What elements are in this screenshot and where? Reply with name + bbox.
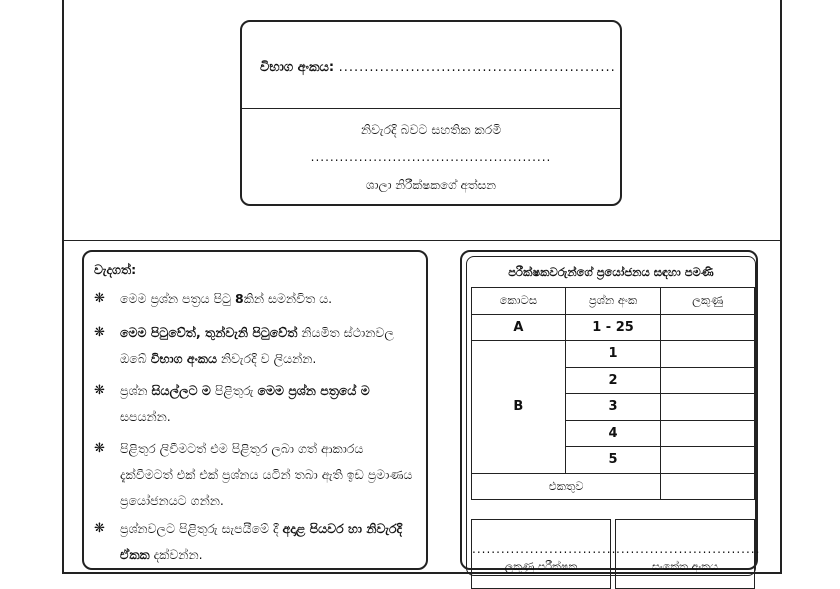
marks-cell[interactable] <box>661 394 755 421</box>
table-row <box>472 314 755 341</box>
notice-item <box>94 436 414 514</box>
bullet-star-icon: ❋ <box>94 441 105 456</box>
examiner-signature-label: ලකුණු පරීක්ෂක <box>504 560 578 573</box>
bullet-star-icon: ❋ <box>94 325 105 340</box>
total-label: එකතුව <box>472 473 661 500</box>
notice-item <box>94 320 414 372</box>
box-divider <box>242 108 620 109</box>
part-a-label: A <box>472 314 566 341</box>
notice-item <box>94 286 414 312</box>
total-row <box>472 473 755 500</box>
marks-cell[interactable] <box>661 420 755 447</box>
part-b-label: B <box>472 341 566 474</box>
section-divider <box>62 240 782 241</box>
notice-item-text: ප්‍රශ්නවලට පිළිතුරු සැපයීමේ දී අදාළ පියවර හා නිවැරදි ඒකක දක්වන්න. <box>120 521 403 562</box>
marks-inner-frame <box>466 256 761 576</box>
marks-cell[interactable] <box>661 367 755 394</box>
header-marks: ලකුණු <box>661 288 755 315</box>
examiner-signature-field[interactable]: .............................. <box>472 542 617 556</box>
question-number: 5 <box>565 447 661 474</box>
bullet-star-icon: ❋ <box>94 521 105 536</box>
code-number-box <box>615 519 761 589</box>
question-number: 1 <box>565 341 661 368</box>
header-part: කොටස <box>472 288 566 315</box>
exam-number-box <box>240 20 622 206</box>
bullet-star-icon: ❋ <box>94 291 105 306</box>
marks-table-title: පරීක්ෂකවරුන්ගේ ප්‍රයෝජනය සඳහා පමණි <box>508 265 714 279</box>
notice-item-text: මෙම පිටුවේත්, තුන්වැනි පිටුවේත් නියමිත ස්ථානවල ඔබේ විභාග අංකය නිවැරදි ව ලියන්න. <box>120 325 394 366</box>
signature-field[interactable]: .................................................. <box>310 150 552 164</box>
marks-cell[interactable] <box>661 314 755 341</box>
exam-number-field[interactable]: ...................................................... <box>338 60 616 75</box>
part-a-questions: 1 - 25 <box>565 314 661 341</box>
exam-number-row <box>260 60 616 75</box>
notice-item-text: ප්‍රශ්න සියල්ලට ම පිළිතුරු මෙම ප්‍රශ්න පත්‍රයේ ම සපයන්න. <box>120 383 370 424</box>
notice-item-text: මෙම ප්‍රශ්න පත්‍රය පිටු 8කින් සමන්විත ය. <box>120 291 333 306</box>
question-number: 2 <box>565 367 661 394</box>
marks-table <box>471 287 755 500</box>
notice-item <box>94 516 414 568</box>
code-number-field[interactable]: .............................. <box>616 542 761 556</box>
exam-number-label: විභාග අංකය: <box>260 60 335 75</box>
table-header-row <box>472 288 755 315</box>
certify-text: නිවැරදි බවට සහතික කරමි <box>360 122 502 137</box>
examiner-marks-box <box>460 250 761 573</box>
question-number: 3 <box>565 394 661 421</box>
signature-label: ශාලා නිරීක්ෂකගේ අත්සන <box>365 178 497 192</box>
bullet-star-icon: ❋ <box>94 383 105 398</box>
notice-item <box>94 378 414 430</box>
marks-cell[interactable] <box>661 341 755 368</box>
notice-title: වැදගත්: <box>94 262 137 277</box>
marks-cell[interactable] <box>661 447 755 474</box>
important-notice-box <box>82 250 428 570</box>
table-row <box>472 341 755 368</box>
header-question-no: ප්‍රශ්න අංක <box>565 288 661 315</box>
question-number: 4 <box>565 420 661 447</box>
examiner-signature-box <box>471 519 617 589</box>
total-marks-cell[interactable] <box>661 473 755 500</box>
notice-item-text: පිළිතුර ලිවීමටත් එම පිළිතුර ලබා ගත් ආකාරය දැක්වීමටත් එක් එක් ප්‍රශ්නය යටින් තබා ඇති ඉඩ ප්‍රමාණය ප්‍රයෝජනයට ගන්න. <box>120 441 413 508</box>
code-number-label: සංකේත අංකය <box>652 560 718 573</box>
